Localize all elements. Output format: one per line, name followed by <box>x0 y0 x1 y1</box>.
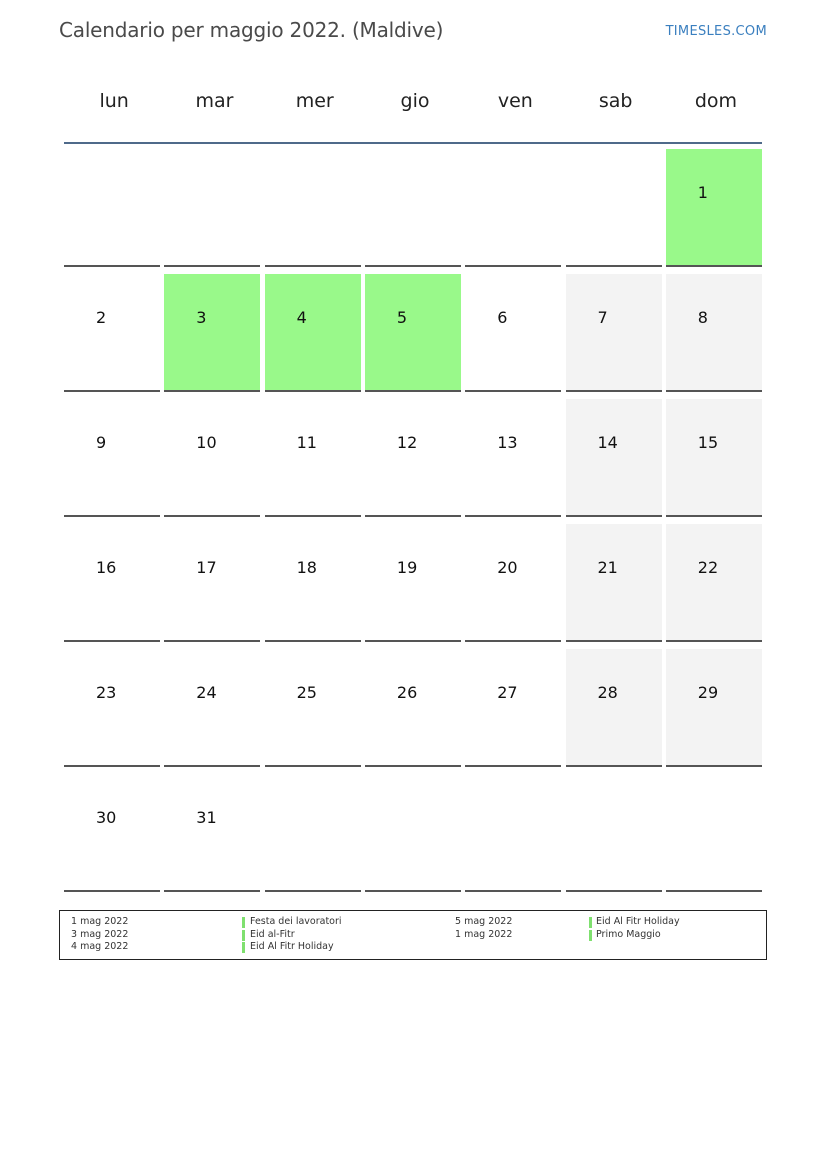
day-cell[interactable] <box>566 649 662 767</box>
day-number: 24 <box>196 683 217 702</box>
day-cell[interactable] <box>64 274 160 392</box>
day-number: 11 <box>296 433 317 452</box>
day-cell[interactable] <box>64 149 160 267</box>
day-cell[interactable] <box>64 649 160 767</box>
legend-date: 1 mag 2022 <box>455 928 513 940</box>
day-number: 2 <box>96 308 107 327</box>
day-cell[interactable] <box>566 274 662 392</box>
day-cell[interactable] <box>666 149 762 267</box>
day-cell[interactable] <box>566 524 662 642</box>
day-cell[interactable] <box>465 649 561 767</box>
day-cell[interactable] <box>164 149 260 267</box>
day-cell[interactable] <box>666 399 762 517</box>
day-cell[interactable] <box>465 149 561 267</box>
legend-color-bar <box>242 942 245 953</box>
day-cell[interactable] <box>64 774 160 892</box>
day-cell[interactable] <box>265 649 361 767</box>
day-number: 27 <box>497 683 518 702</box>
day-number: 10 <box>196 433 217 452</box>
legend-color-bar <box>589 930 592 941</box>
weekday-label: sab <box>598 90 633 112</box>
day-number: 31 <box>196 808 217 827</box>
day-cell[interactable] <box>666 274 762 392</box>
day-number: 28 <box>597 683 618 702</box>
day-number: 18 <box>296 558 317 577</box>
day-number: 4 <box>296 308 307 327</box>
weekday-header-row <box>64 90 762 118</box>
weekday-label: ven <box>497 90 533 112</box>
legend-holiday-name: Eid Al Fitr Holiday <box>596 916 680 927</box>
day-cell[interactable] <box>164 774 260 892</box>
day-number: 19 <box>396 558 418 577</box>
page-title: Calendario per maggio 2022. (Maldive) <box>59 18 444 42</box>
day-cell[interactable] <box>365 774 461 892</box>
legend-date: 3 mag 2022 <box>71 928 129 940</box>
day-number: 13 <box>497 433 518 452</box>
day-cell[interactable] <box>164 524 260 642</box>
legend-holiday-name: Eid Al Fitr Holiday <box>250 941 334 952</box>
holiday-legend <box>59 910 767 960</box>
legend-holiday-name: Primo Maggio <box>596 928 661 940</box>
day-number: 9 <box>96 433 107 452</box>
day-cell[interactable] <box>265 274 361 392</box>
legend-date: 5 mag 2022 <box>455 916 513 927</box>
day-cell[interactable] <box>566 774 662 892</box>
weekday-label: gio <box>400 90 430 112</box>
weekday-label: lun <box>99 90 129 112</box>
weekday-label: dom <box>694 90 738 112</box>
day-cell[interactable] <box>465 274 561 392</box>
day-cell[interactable] <box>566 149 662 267</box>
day-number: 8 <box>697 308 708 327</box>
day-cell[interactable] <box>666 649 762 767</box>
day-cell[interactable] <box>465 524 561 642</box>
day-number: 26 <box>396 683 418 702</box>
day-number: 5 <box>396 308 408 327</box>
weekday-label: mar <box>195 90 234 112</box>
day-cell[interactable] <box>164 399 260 517</box>
day-cell[interactable] <box>465 399 561 517</box>
day-cell[interactable] <box>365 399 461 517</box>
brand-link[interactable]: TIMESLES.COM <box>665 24 767 39</box>
day-number: 7 <box>597 308 608 327</box>
day-number: 30 <box>96 808 117 827</box>
legend-color-bar <box>589 917 592 928</box>
day-number: 14 <box>597 433 618 452</box>
legend-date: 1 mag 2022 <box>71 916 129 927</box>
day-cell[interactable] <box>666 774 762 892</box>
day-cell[interactable] <box>465 774 561 892</box>
day-cell[interactable] <box>365 274 461 392</box>
header-divider <box>64 142 762 144</box>
day-number: 21 <box>597 558 618 577</box>
day-number: 22 <box>697 558 719 577</box>
legend-holiday-name: Festa dei lavoratori <box>250 916 342 927</box>
day-cell[interactable] <box>64 399 160 517</box>
day-cell[interactable] <box>164 274 260 392</box>
day-cell[interactable] <box>265 774 361 892</box>
day-cell[interactable] <box>365 649 461 767</box>
legend-date: 4 mag 2022 <box>71 941 129 952</box>
day-number: 29 <box>697 683 719 702</box>
day-number: 6 <box>497 308 508 327</box>
day-number: 1 <box>697 183 708 202</box>
day-number: 20 <box>497 558 518 577</box>
legend-holiday-name: Eid al-Fitr <box>250 928 295 940</box>
day-cell[interactable] <box>365 149 461 267</box>
day-cell[interactable] <box>265 524 361 642</box>
legend-color-bar <box>242 917 245 928</box>
day-cell[interactable] <box>566 399 662 517</box>
day-number: 17 <box>196 558 217 577</box>
day-number: 3 <box>196 308 207 327</box>
day-number: 12 <box>396 433 418 452</box>
day-number: 25 <box>296 683 317 702</box>
day-cell[interactable] <box>666 524 762 642</box>
day-cell[interactable] <box>265 149 361 267</box>
day-number: 15 <box>697 433 719 452</box>
day-cell[interactable] <box>64 524 160 642</box>
weekday-label: mer <box>295 90 334 112</box>
day-cell[interactable] <box>164 649 260 767</box>
legend-color-bar <box>242 930 245 941</box>
day-cell[interactable] <box>265 399 361 517</box>
day-cell[interactable] <box>365 524 461 642</box>
day-number: 23 <box>96 683 117 702</box>
day-number: 16 <box>96 558 117 577</box>
